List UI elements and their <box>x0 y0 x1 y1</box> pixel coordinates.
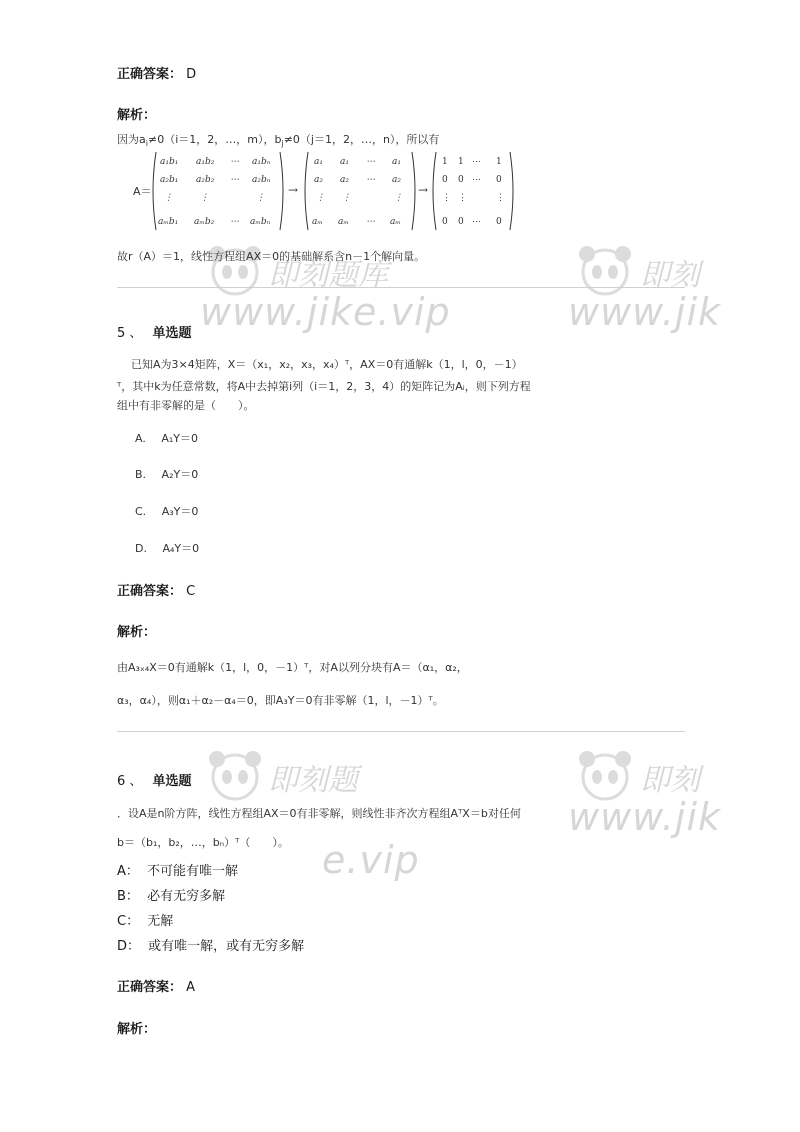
svg-text:⋮: ⋮ <box>316 193 325 203</box>
svg-text:aₘb₁: aₘb₁ <box>158 217 179 227</box>
svg-text:⋮: ⋮ <box>394 193 403 203</box>
svg-text:⋯: ⋯ <box>230 157 239 167</box>
svg-text:⋯: ⋯ <box>230 175 239 185</box>
svg-text:0: 0 <box>442 175 448 185</box>
svg-text:→: → <box>418 183 429 197</box>
q5-option-b[interactable] <box>135 466 198 482</box>
svg-text:a₂: a₂ <box>340 175 349 185</box>
question-type: 单选题 <box>152 326 192 341</box>
svg-text:0: 0 <box>458 217 464 227</box>
question-type: 单选题 <box>152 774 192 789</box>
svg-text:⋮: ⋮ <box>164 193 173 203</box>
q6-answer <box>117 976 195 995</box>
analysis-label: 解析： <box>117 625 157 640</box>
matrix-equation-figure <box>150 148 520 234</box>
svg-text:a₁: a₁ <box>392 157 401 167</box>
option-label: C. <box>135 505 147 518</box>
option-text: 必有无穷多解 <box>147 889 226 904</box>
matrix-lhs: A＝ <box>133 185 152 198</box>
question-number: 6 、 <box>117 774 143 789</box>
q5-option-d[interactable] <box>135 540 199 556</box>
svg-text:⋯: ⋯ <box>472 175 481 185</box>
q5-stem-line2: ᵀ，其中k为任意常数，将A中去掉第i列（i＝1，2，3，4）的矩阵记为Aᵢ，则下列方程 <box>117 380 531 393</box>
svg-text:⋯: ⋯ <box>230 217 239 227</box>
q6-option-d[interactable] <box>117 935 304 954</box>
option-label: A. <box>135 432 146 445</box>
q5-stem-line3: 组中有非零解的是（ ）。 <box>117 399 255 412</box>
q5-analysis-line2: α₃，α₄），则α₁＋α₂－α₄＝0，即A₃Y＝0有非零解（1，l，－1）ᵀ。 <box>117 694 444 707</box>
answer-value: C <box>186 584 196 599</box>
svg-text:⋮: ⋮ <box>496 193 505 203</box>
q6-stem-line1: ．设A是n阶方阵，线性方程组AX＝0有非零解，则线性非齐次方程组AᵀX＝b对任何 <box>117 807 521 820</box>
panda-logo-icon <box>205 745 265 805</box>
svg-text:1: 1 <box>442 157 448 167</box>
svg-text:a₁b₁: a₁b₁ <box>160 157 179 167</box>
option-text: A₂Y＝0 <box>161 468 199 481</box>
svg-text:0: 0 <box>458 175 464 185</box>
q4-answer <box>117 63 196 82</box>
option-label: B： <box>117 889 139 904</box>
svg-text:⋯: ⋯ <box>366 217 375 227</box>
option-text: A₃Y＝0 <box>161 505 199 518</box>
q6-stem-line2: b＝（b₁，b₂，…，bₙ）ᵀ（ ）。 <box>117 836 289 849</box>
question-number: 5 、 <box>117 326 143 341</box>
q6-option-c[interactable] <box>117 910 173 929</box>
svg-text:⋯: ⋯ <box>472 217 481 227</box>
option-label: A： <box>117 864 139 879</box>
q5-header <box>117 322 192 341</box>
svg-text:→: → <box>288 183 299 197</box>
svg-text:aₘb₂: aₘb₂ <box>194 217 215 227</box>
answer-label: 正确答案： <box>117 67 183 82</box>
answer-label: 正确答案： <box>117 584 183 599</box>
divider <box>117 731 685 732</box>
svg-text:a₁: a₁ <box>340 157 349 167</box>
analysis-label: 解析： <box>117 108 157 123</box>
svg-text:0: 0 <box>496 217 502 227</box>
text-fragment: ≠0（i＝1，2，…，m），b <box>147 133 282 146</box>
svg-text:⋮: ⋮ <box>458 193 467 203</box>
svg-text:0: 0 <box>496 175 502 185</box>
svg-text:aₘ: aₘ <box>338 217 349 227</box>
svg-text:⋯: ⋯ <box>472 157 481 167</box>
q5-option-a[interactable] <box>135 430 198 446</box>
watermark-name: 即刻 <box>640 763 700 798</box>
svg-text:0: 0 <box>442 217 448 227</box>
q4-analysis-line1: 因为$a_i\ne 0(i=1$，2，…，m），$b_j\ne 0(j=1$，2，…，n），所以有 <box>117 133 440 149</box>
option-text: 不可能有唯一解 <box>147 864 239 879</box>
svg-text:a₂b₁: a₂b₁ <box>160 175 179 185</box>
svg-text:a₂: a₂ <box>314 175 323 185</box>
svg-text:⋮: ⋮ <box>200 193 209 203</box>
svg-text:a₂: a₂ <box>392 175 401 185</box>
svg-text:a₁b₂: a₁b₂ <box>196 157 215 167</box>
svg-text:1: 1 <box>458 157 464 167</box>
svg-text:⋯: ⋯ <box>366 157 375 167</box>
q5-analysis-line1: 由A₃ₓ₄X＝0有通解k（1，l，0，－1）ᵀ，对A以列分块有A＝（α₁，α₂， <box>117 661 468 674</box>
q4-conclusion: 故r（A）＝1，线性方程组AX＝0的基础解系含n－1个解向量。 <box>117 250 426 263</box>
divider <box>117 287 685 288</box>
watermark-name: 即刻 <box>640 258 700 293</box>
svg-text:aₘ: aₘ <box>312 217 323 227</box>
option-text: A₁Y＝0 <box>161 432 198 445</box>
watermark-url: www.jik <box>568 795 722 839</box>
watermark-url: www.jik <box>568 290 722 334</box>
watermark-name: 即刻题库 <box>268 258 388 293</box>
svg-text:⋮: ⋮ <box>442 193 451 203</box>
svg-text:aₘ: aₘ <box>390 217 401 227</box>
answer-value: A <box>186 980 196 995</box>
q5-option-c[interactable] <box>135 503 198 519</box>
option-label: C： <box>117 914 140 929</box>
q5-stem-line1: 已知A为3×4矩阵，X＝（x₁，x₂，x₃，x₄）ᵀ，AX＝0有通解k（1，l，0，－1） <box>131 358 523 371</box>
option-text: 无解 <box>147 914 174 929</box>
q5-answer <box>117 580 195 599</box>
watermark <box>205 745 265 809</box>
option-text: A₄Y＝0 <box>162 542 200 555</box>
text-fragment: 因为a <box>117 133 146 146</box>
option-text: 或有唯一解，或有无穷多解 <box>148 939 305 954</box>
answer-value: D <box>186 67 197 82</box>
answer-label: 正确答案： <box>117 980 183 995</box>
svg-text:a₂b₂: a₂b₂ <box>196 175 215 185</box>
svg-text:a₁: a₁ <box>314 157 323 167</box>
q6-header <box>117 770 192 789</box>
svg-text:a₂bₙ: a₂bₙ <box>252 175 271 185</box>
svg-text:⋮: ⋮ <box>342 193 351 203</box>
analysis-label: 解析： <box>117 1022 157 1037</box>
option-label: B. <box>135 468 147 481</box>
svg-text:aₘbₙ: aₘbₙ <box>250 217 271 227</box>
svg-text:1: 1 <box>496 157 502 167</box>
option-label: D. <box>135 542 147 555</box>
text-fragment: ≠0（j＝1，2，…，n），所以有 <box>283 133 440 146</box>
q6-option-b[interactable] <box>117 885 225 904</box>
watermark-url: e.vip <box>322 838 420 882</box>
option-label: D： <box>117 939 141 954</box>
watermark-url: www.jike.vip <box>200 290 451 334</box>
svg-text:a₁bₙ: a₁bₙ <box>252 157 271 167</box>
watermark-name: 即刻题 <box>268 763 358 798</box>
q6-option-a[interactable] <box>117 860 238 879</box>
svg-text:⋯: ⋯ <box>366 175 375 185</box>
svg-text:⋮: ⋮ <box>256 193 265 203</box>
